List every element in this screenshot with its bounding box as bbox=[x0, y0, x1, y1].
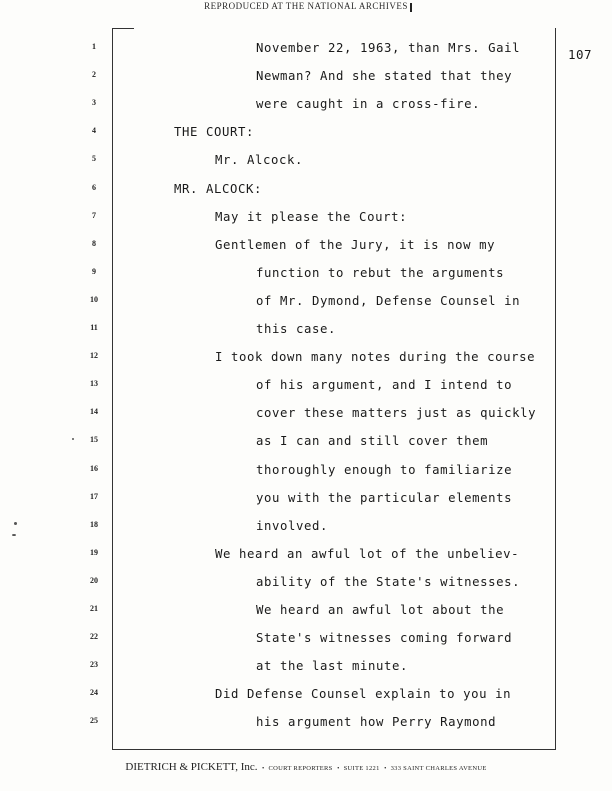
transcript-line bbox=[0, 544, 612, 564]
line-number: 13 bbox=[90, 379, 98, 389]
transcript-line bbox=[0, 600, 612, 620]
line-number: 16 bbox=[90, 463, 98, 473]
line-number: 12 bbox=[90, 351, 98, 361]
line-number: 2 bbox=[92, 70, 96, 80]
line-text: I took down many notes during the course bbox=[215, 350, 536, 365]
line-text: involved. bbox=[256, 518, 329, 533]
transcript-line bbox=[0, 431, 612, 451]
line-number: 17 bbox=[90, 491, 98, 501]
line-text: at the last minute. bbox=[256, 659, 409, 674]
transcript-line bbox=[0, 488, 612, 508]
line-text: Gentlemen of the Jury, it is now my bbox=[215, 237, 496, 252]
line-number: 21 bbox=[90, 604, 98, 613]
line-text: November 22, 1963, than Mrs. Gail bbox=[256, 41, 521, 55]
line-number: 14 bbox=[90, 407, 98, 417]
scan-speck bbox=[12, 534, 16, 536]
scan-speck bbox=[410, 3, 412, 12]
transcript-line bbox=[0, 319, 612, 339]
transcript-line bbox=[0, 375, 612, 395]
line-text: thoroughly enough to familiarize bbox=[256, 462, 513, 477]
transcript-line bbox=[0, 572, 612, 592]
page-number: 107 bbox=[568, 47, 593, 62]
line-text: cover these matters just as quickly bbox=[256, 406, 537, 421]
line-number: 8 bbox=[92, 238, 96, 248]
transcript-line bbox=[0, 684, 612, 704]
court-reporter-footer: DIETRICH & PICKETT, Inc. • COURT REPORTERS • SUITE 1221 • 333 SAINT CHARLES AVENUE bbox=[125, 761, 487, 773]
line-text: MR. ALCOCK: bbox=[174, 181, 263, 196]
line-text: function to rebut the arguments bbox=[256, 265, 505, 280]
line-number: 15 bbox=[90, 435, 98, 445]
line-text: his argument how Perry Raymond bbox=[256, 715, 497, 730]
scan-speck bbox=[72, 438, 74, 440]
transcript-line bbox=[0, 403, 612, 423]
line-number: 6 bbox=[92, 182, 96, 192]
transcript-line bbox=[0, 656, 612, 676]
transcript-line bbox=[0, 150, 612, 170]
line-text: May it please the Court: bbox=[215, 209, 408, 224]
line-text: as I can and still cover them bbox=[256, 434, 489, 449]
transcript-line bbox=[0, 347, 612, 367]
transcript-line bbox=[0, 628, 612, 648]
scan-speck bbox=[14, 522, 17, 525]
line-number: 3 bbox=[92, 98, 96, 108]
footer-firm: DIETRICH & PICKETT, Inc. bbox=[125, 761, 258, 773]
line-number: 5 bbox=[92, 154, 96, 164]
line-number: 7 bbox=[92, 210, 96, 220]
transcript-line bbox=[0, 516, 612, 536]
line-text: this case. bbox=[256, 322, 337, 336]
line-number: 22 bbox=[90, 632, 98, 642]
footer-role: COURT REPORTERS bbox=[268, 765, 333, 772]
transcript-line bbox=[0, 263, 612, 283]
line-number: 4 bbox=[92, 126, 96, 136]
line-text: ability of the State's witnesses. bbox=[256, 574, 521, 589]
line-text: you with the particular elements bbox=[256, 490, 513, 505]
line-text: We heard an awful lot about the bbox=[256, 603, 505, 617]
transcript-line bbox=[0, 460, 612, 480]
footer-address: 333 SAINT CHARLES AVENUE bbox=[390, 765, 487, 772]
line-number: 23 bbox=[90, 660, 98, 670]
line-number: 19 bbox=[90, 547, 98, 557]
line-number: 24 bbox=[90, 688, 98, 698]
line-number: 25 bbox=[90, 716, 98, 726]
line-text: were caught in a cross-fire. bbox=[256, 97, 481, 112]
footer-suite: SUITE 1221 bbox=[343, 765, 380, 772]
line-number: 20 bbox=[90, 575, 98, 585]
line-number: 9 bbox=[92, 266, 96, 276]
line-text: Newman? And she stated that they bbox=[256, 69, 513, 84]
line-text: We heard an awful lot of the unbeliev- bbox=[215, 546, 520, 561]
transcript-line bbox=[0, 291, 612, 311]
line-text: State's witnesses coming forward bbox=[256, 631, 513, 646]
transcript-line bbox=[0, 712, 612, 732]
line-text: of his argument, and I intend to bbox=[256, 378, 513, 393]
line-text: Mr. Alcock. bbox=[215, 153, 304, 168]
transcript-line bbox=[0, 94, 612, 114]
transcript-line bbox=[0, 122, 612, 142]
line-number: 11 bbox=[90, 323, 98, 332]
transcript-line bbox=[0, 235, 612, 255]
line-text: THE COURT: bbox=[174, 125, 255, 140]
line-number: 10 bbox=[90, 294, 98, 304]
transcript-line bbox=[0, 179, 612, 199]
line-number: 1 bbox=[92, 42, 96, 51]
line-number: 18 bbox=[90, 519, 98, 529]
transcript-line bbox=[0, 38, 612, 58]
transcript-line bbox=[0, 207, 612, 227]
line-text: of Mr. Dymond, Defense Counsel in bbox=[256, 293, 521, 308]
transcript-line bbox=[0, 66, 612, 86]
archive-stamp: REPRODUCED AT THE NATIONAL ARCHIVES bbox=[204, 1, 408, 11]
line-text: Did Defense Counsel explain to you in bbox=[215, 687, 512, 702]
